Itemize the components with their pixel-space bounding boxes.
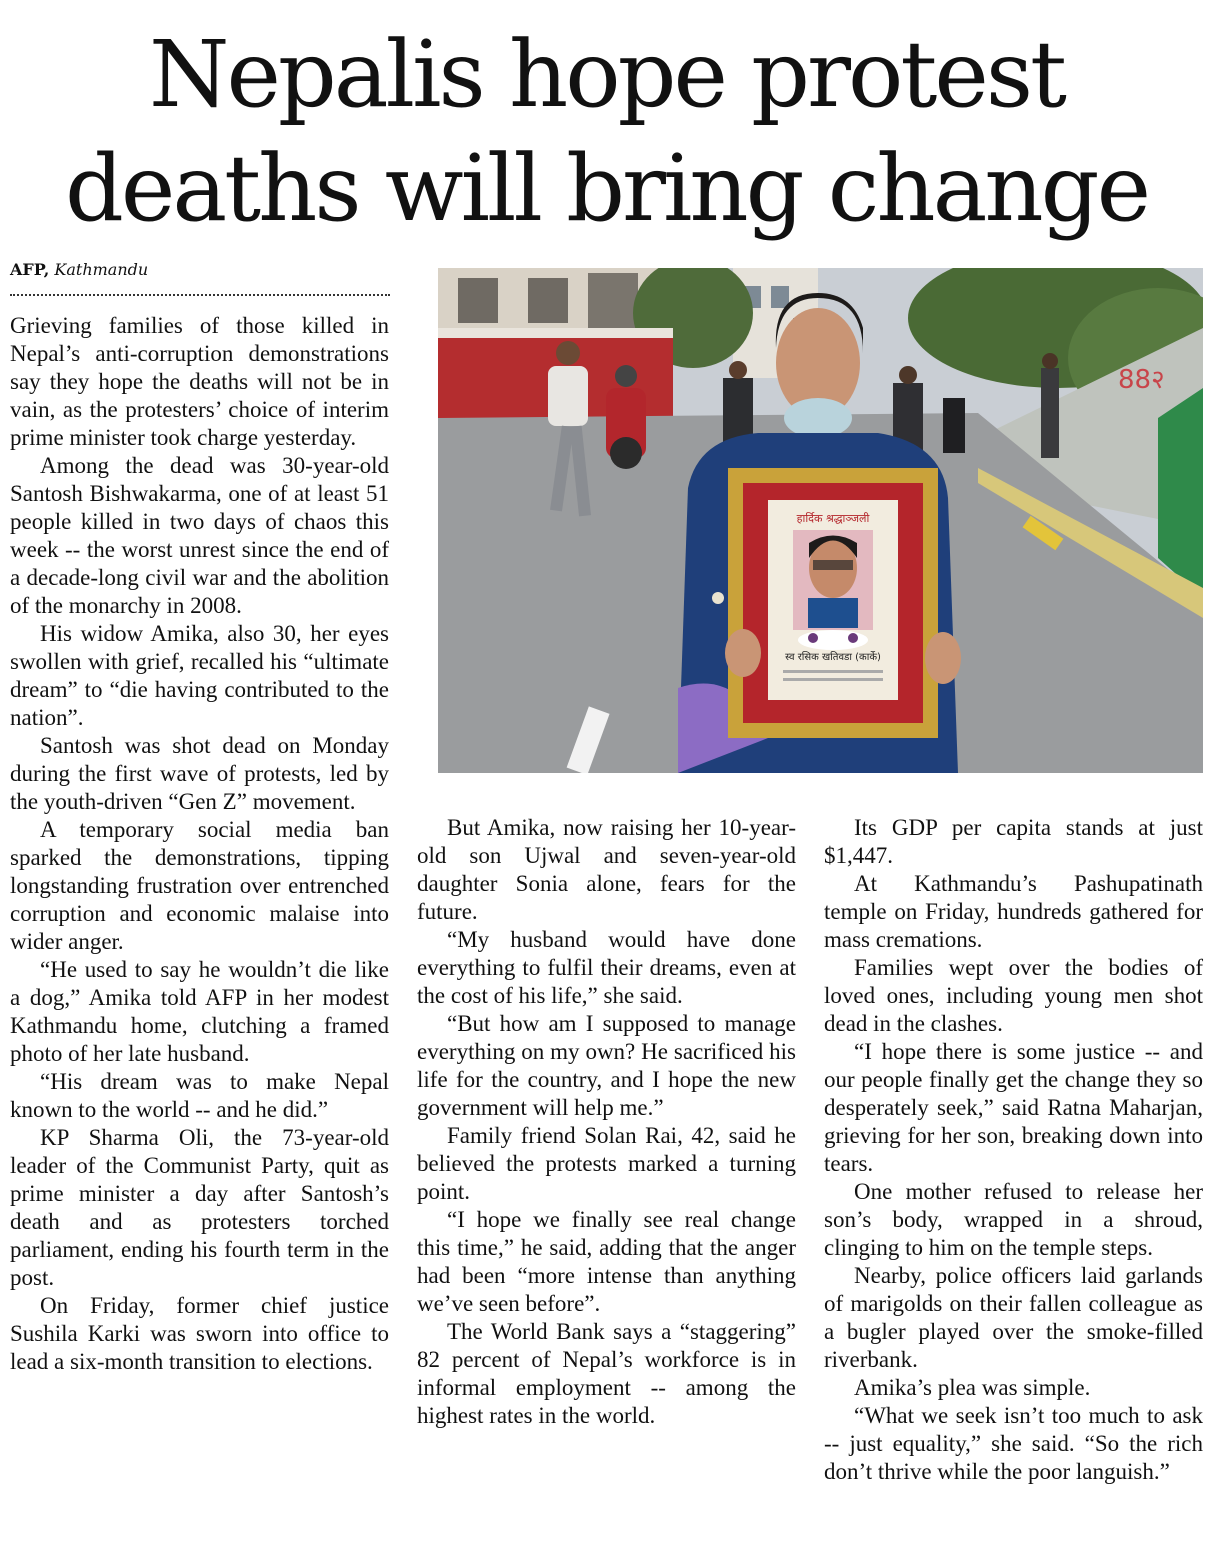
- paragraph: “But how am I supposed to manage everything on my own? He sacrificed his life for the country, and I hope the new government will help me.”: [417, 1011, 796, 1120]
- paragraph: “My husband would have done everything to fulfil their dreams, even at the cost of his life,” she said.: [417, 927, 796, 1008]
- headline: Nepalis hope protest deaths will bring change: [64, 21, 1149, 242]
- paragraph: KP Sharma Oli, the 73-year-old leader of the Communist Party, quit as prime minister a day after Santosh’s death and as protesters torched parliament, ending his fourth term in the post.: [10, 1125, 389, 1290]
- article-column-2: [417, 814, 796, 1430]
- paragraph: “I hope we finally see real change this time,” he said, adding that the anger had been “more intense than anything we’ve seen before”.: [417, 1207, 796, 1316]
- paragraph: Families wept over the bodies of loved ones, including young men shot dead in the clashes.: [824, 955, 1203, 1036]
- paragraph: “His dream was to make Nepal known to the world -- and he did.”: [10, 1069, 389, 1122]
- right-hand: [925, 632, 961, 684]
- paragraph: “What we seek isn’t too much to ask -- just equality,” she said. “So the rich don’t thrive while the poor languish.”: [824, 1403, 1203, 1484]
- byline-agency: AFP,: [10, 260, 50, 279]
- paragraph: Santosh was shot dead on Monday during the first wave of protests, led by the youth-driven “Gen Z” movement.: [10, 733, 389, 814]
- frame-name-text: स्व रसिक खतिवडा (कार्के): [785, 652, 881, 663]
- frame-top-text: हार्दिक श्रद्धाञ्जली: [796, 512, 870, 525]
- paragraph: One mother refused to release her son’s body, wrapped in a shroud, clinging to him on the temple steps.: [824, 1179, 1203, 1260]
- paragraph: Grieving families of those killed in Nepal’s anti-corruption demonstrations say they hope the deaths will not be in vain, as the protesters’ choice of interim prime minister took charge yesterday.: [10, 313, 389, 450]
- article-column-1: [10, 312, 389, 1376]
- byline: [10, 260, 148, 280]
- wall-graffiti: 88२: [1118, 365, 1165, 395]
- paragraph: But Amika, now raising her 10-year-old son Ujwal and seven-year-old daughter Sonia alone, fears for the future.: [417, 815, 796, 924]
- byline-divider: [10, 294, 390, 296]
- paragraph: “I hope there is some justice -- and our people finally get the change they so desperately seek,” said Ratna Maharjan, grieving for her son, breaking down into tears.: [824, 1039, 1203, 1176]
- paragraph: “He used to say he wouldn’t die like a dog,” Amika told AFP in her modest Kathmandu home, clutching a framed photo of her late husband.: [10, 957, 389, 1066]
- paragraph: Among the dead was 30-year-old Santosh Bishwakarma, one of at least 51 people killed in two days of chaos this week -- the worst unrest since the end of a decade-long civil war and the abolition of the monarchy in 2008.: [10, 453, 389, 618]
- paragraph: Nearby, police officers laid garlands of marigolds on their fallen colleague as a bugler played over the smoke-filled riverbank.: [824, 1263, 1203, 1372]
- paragraph: Its GDP per capita stands at just $1,447.: [824, 815, 1203, 868]
- byline-place: Kathmandu: [54, 260, 149, 279]
- paragraph: The World Bank says a “staggering” 82 percent of Nepal’s workforce is in informal employment -- among the highest rates in the world.: [417, 1319, 796, 1428]
- paragraph: Amika’s plea was simple.: [854, 1375, 1091, 1400]
- news-photo: [438, 268, 1203, 773]
- portrait-frame: [728, 468, 938, 738]
- article-column-3: [824, 814, 1203, 1486]
- paragraph: At Kathmandu’s Pashupatinath temple on Friday, hundreds gathered for mass cremations.: [824, 871, 1203, 952]
- paragraph: Family friend Solan Rai, 42, said he believed the protests marked a turning point.: [417, 1123, 796, 1204]
- left-hand: [725, 629, 761, 677]
- photo-illustration: [438, 268, 1203, 773]
- paragraph: A temporary social media ban sparked the demonstrations, tipping longstanding frustration over entrenched corruption and economic malaise into wider anger.: [10, 817, 389, 954]
- paragraph: On Friday, former chief justice Sushila Karki was sworn into office to lead a six-month transition to elections.: [10, 1293, 389, 1374]
- paragraph: His widow Amika, also 30, her eyes swollen with grief, recalled his “ultimate dream” to “die having contributed to the nation”.: [10, 621, 389, 730]
